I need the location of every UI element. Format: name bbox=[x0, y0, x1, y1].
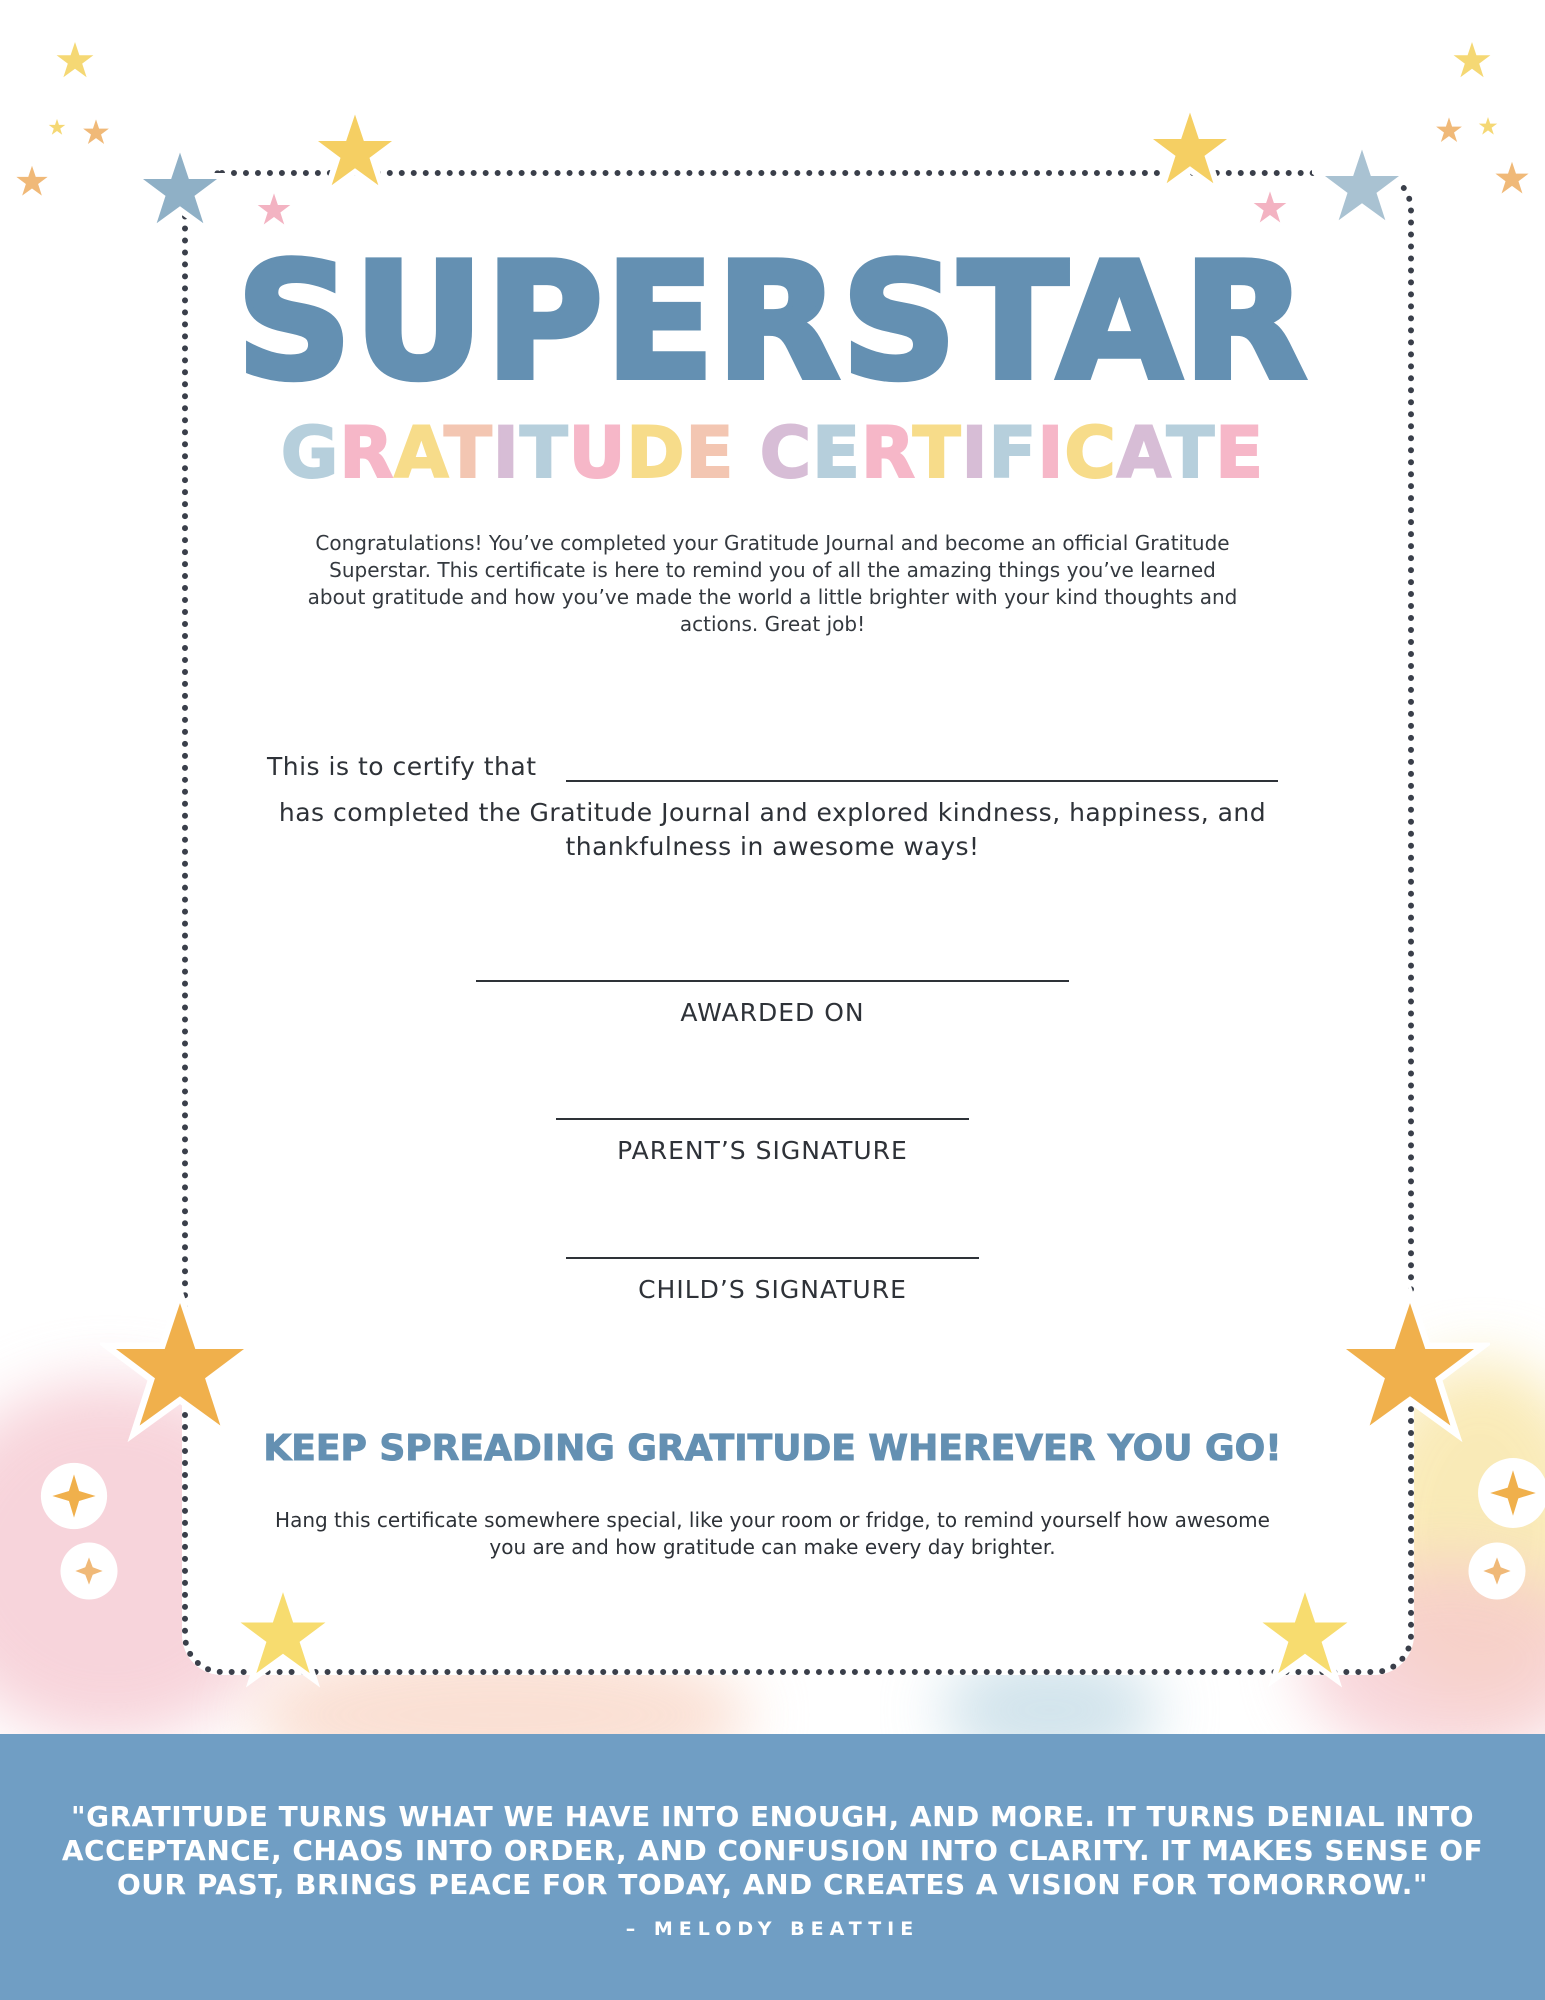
child-signature-line[interactable] bbox=[566, 1257, 979, 1259]
star-icon bbox=[48, 118, 66, 136]
subtitle-letter: R bbox=[860, 412, 913, 494]
flower-icon bbox=[1466, 1540, 1528, 1602]
subtitle-letter: G bbox=[280, 412, 340, 494]
subtitle-letter: T bbox=[912, 412, 962, 494]
subtitle-letter: I bbox=[1037, 412, 1065, 494]
subtitle-letter: F bbox=[988, 412, 1038, 494]
star-icon bbox=[1312, 135, 1412, 235]
page-title: SUPERSTAR bbox=[236, 228, 1309, 415]
subtitle-letter: R bbox=[339, 412, 395, 494]
star-icon bbox=[305, 100, 405, 200]
subtitle-letter: I bbox=[961, 412, 989, 494]
subtitle-letter: T bbox=[444, 412, 493, 494]
star-icon bbox=[1494, 160, 1530, 196]
child-signature-label: CHILD’S SIGNATURE bbox=[638, 1275, 907, 1304]
subtitle-letter bbox=[734, 412, 759, 494]
parent-signature-label: PARENT’S SIGNATURE bbox=[617, 1136, 908, 1165]
subtitle-letter: C bbox=[1064, 412, 1117, 494]
certify-label: This is to certify that bbox=[267, 752, 537, 781]
intro-paragraph: Congratulations! You’ve completed your Gratitude Journal and become an official Gratitude Superstar. This certificate is here to remind you of all the amazing things you’ve learned about gratitude and how you’ve made the world a little brighter with your kind thoughts and actions. Great job! bbox=[307, 531, 1238, 636]
star-icon bbox=[1140, 98, 1240, 198]
parent-signature-line[interactable] bbox=[556, 1118, 969, 1120]
hang-paragraph: Hang this certificate somewhere special, like your room or fridge, to remind yourself how awesome you are and how gratitude can make every day brighter. bbox=[275, 1508, 1270, 1559]
star-icon bbox=[252, 187, 296, 231]
flower-icon bbox=[38, 1460, 110, 1532]
certificate-subtitle bbox=[0, 412, 1545, 494]
awarded-on-label: AWARDED ON bbox=[680, 998, 865, 1027]
star-icon bbox=[228, 1578, 338, 1688]
star-icon bbox=[55, 40, 95, 80]
star-icon bbox=[130, 138, 230, 238]
subtitle-letter: C bbox=[759, 412, 813, 494]
subtitle-letter: A bbox=[1116, 412, 1167, 494]
subtitle-letter: T bbox=[519, 412, 569, 494]
subtitle-letter: E bbox=[812, 412, 861, 494]
subtitle-letter: E bbox=[685, 412, 735, 494]
subtitle-letter: U bbox=[568, 412, 627, 494]
star-icon bbox=[15, 164, 49, 198]
flower-icon bbox=[58, 1540, 120, 1602]
subtitle-letter: D bbox=[626, 412, 686, 494]
subtitle-letter: I bbox=[492, 412, 520, 494]
subtitle-letter: T bbox=[1166, 412, 1216, 494]
subtitle-letter: A bbox=[394, 412, 445, 494]
star-icon bbox=[100, 1285, 260, 1445]
star-icon bbox=[1478, 116, 1498, 136]
completed-text: has completed the Gratitude Journal and explored kindness, happiness, and thankfulness in awesome ways! bbox=[278, 798, 1267, 861]
star-icon bbox=[1452, 40, 1492, 80]
keep-spreading-heading: KEEP SPREADING GRATITUDE WHEREVER YOU GO! bbox=[263, 1428, 1282, 1469]
star-icon bbox=[1330, 1285, 1490, 1445]
name-line[interactable] bbox=[566, 780, 1278, 782]
star-icon bbox=[82, 118, 110, 146]
quote-author: – MELODY BEATTIE bbox=[625, 1918, 920, 1940]
star-icon bbox=[1250, 1578, 1360, 1688]
subtitle-letter: E bbox=[1215, 412, 1265, 494]
star-icon bbox=[1435, 116, 1463, 144]
star-icon bbox=[1248, 185, 1292, 229]
quote-text: "GRATITUDE TURNS WHAT WE HAVE INTO ENOUGH, AND MORE. IT TURNS DENIAL INTO ACCEPTANCE, CHAOS INTO ORDER, AND CONFUSION INTO CLARITY. IT MAKES SENSE OF OUR PAST, BRINGS PEACE FOR TODAY, AND CREATES A VISION FOR TOMORROW." bbox=[61, 1800, 1484, 1901]
awarded-on-line[interactable] bbox=[476, 980, 1069, 982]
